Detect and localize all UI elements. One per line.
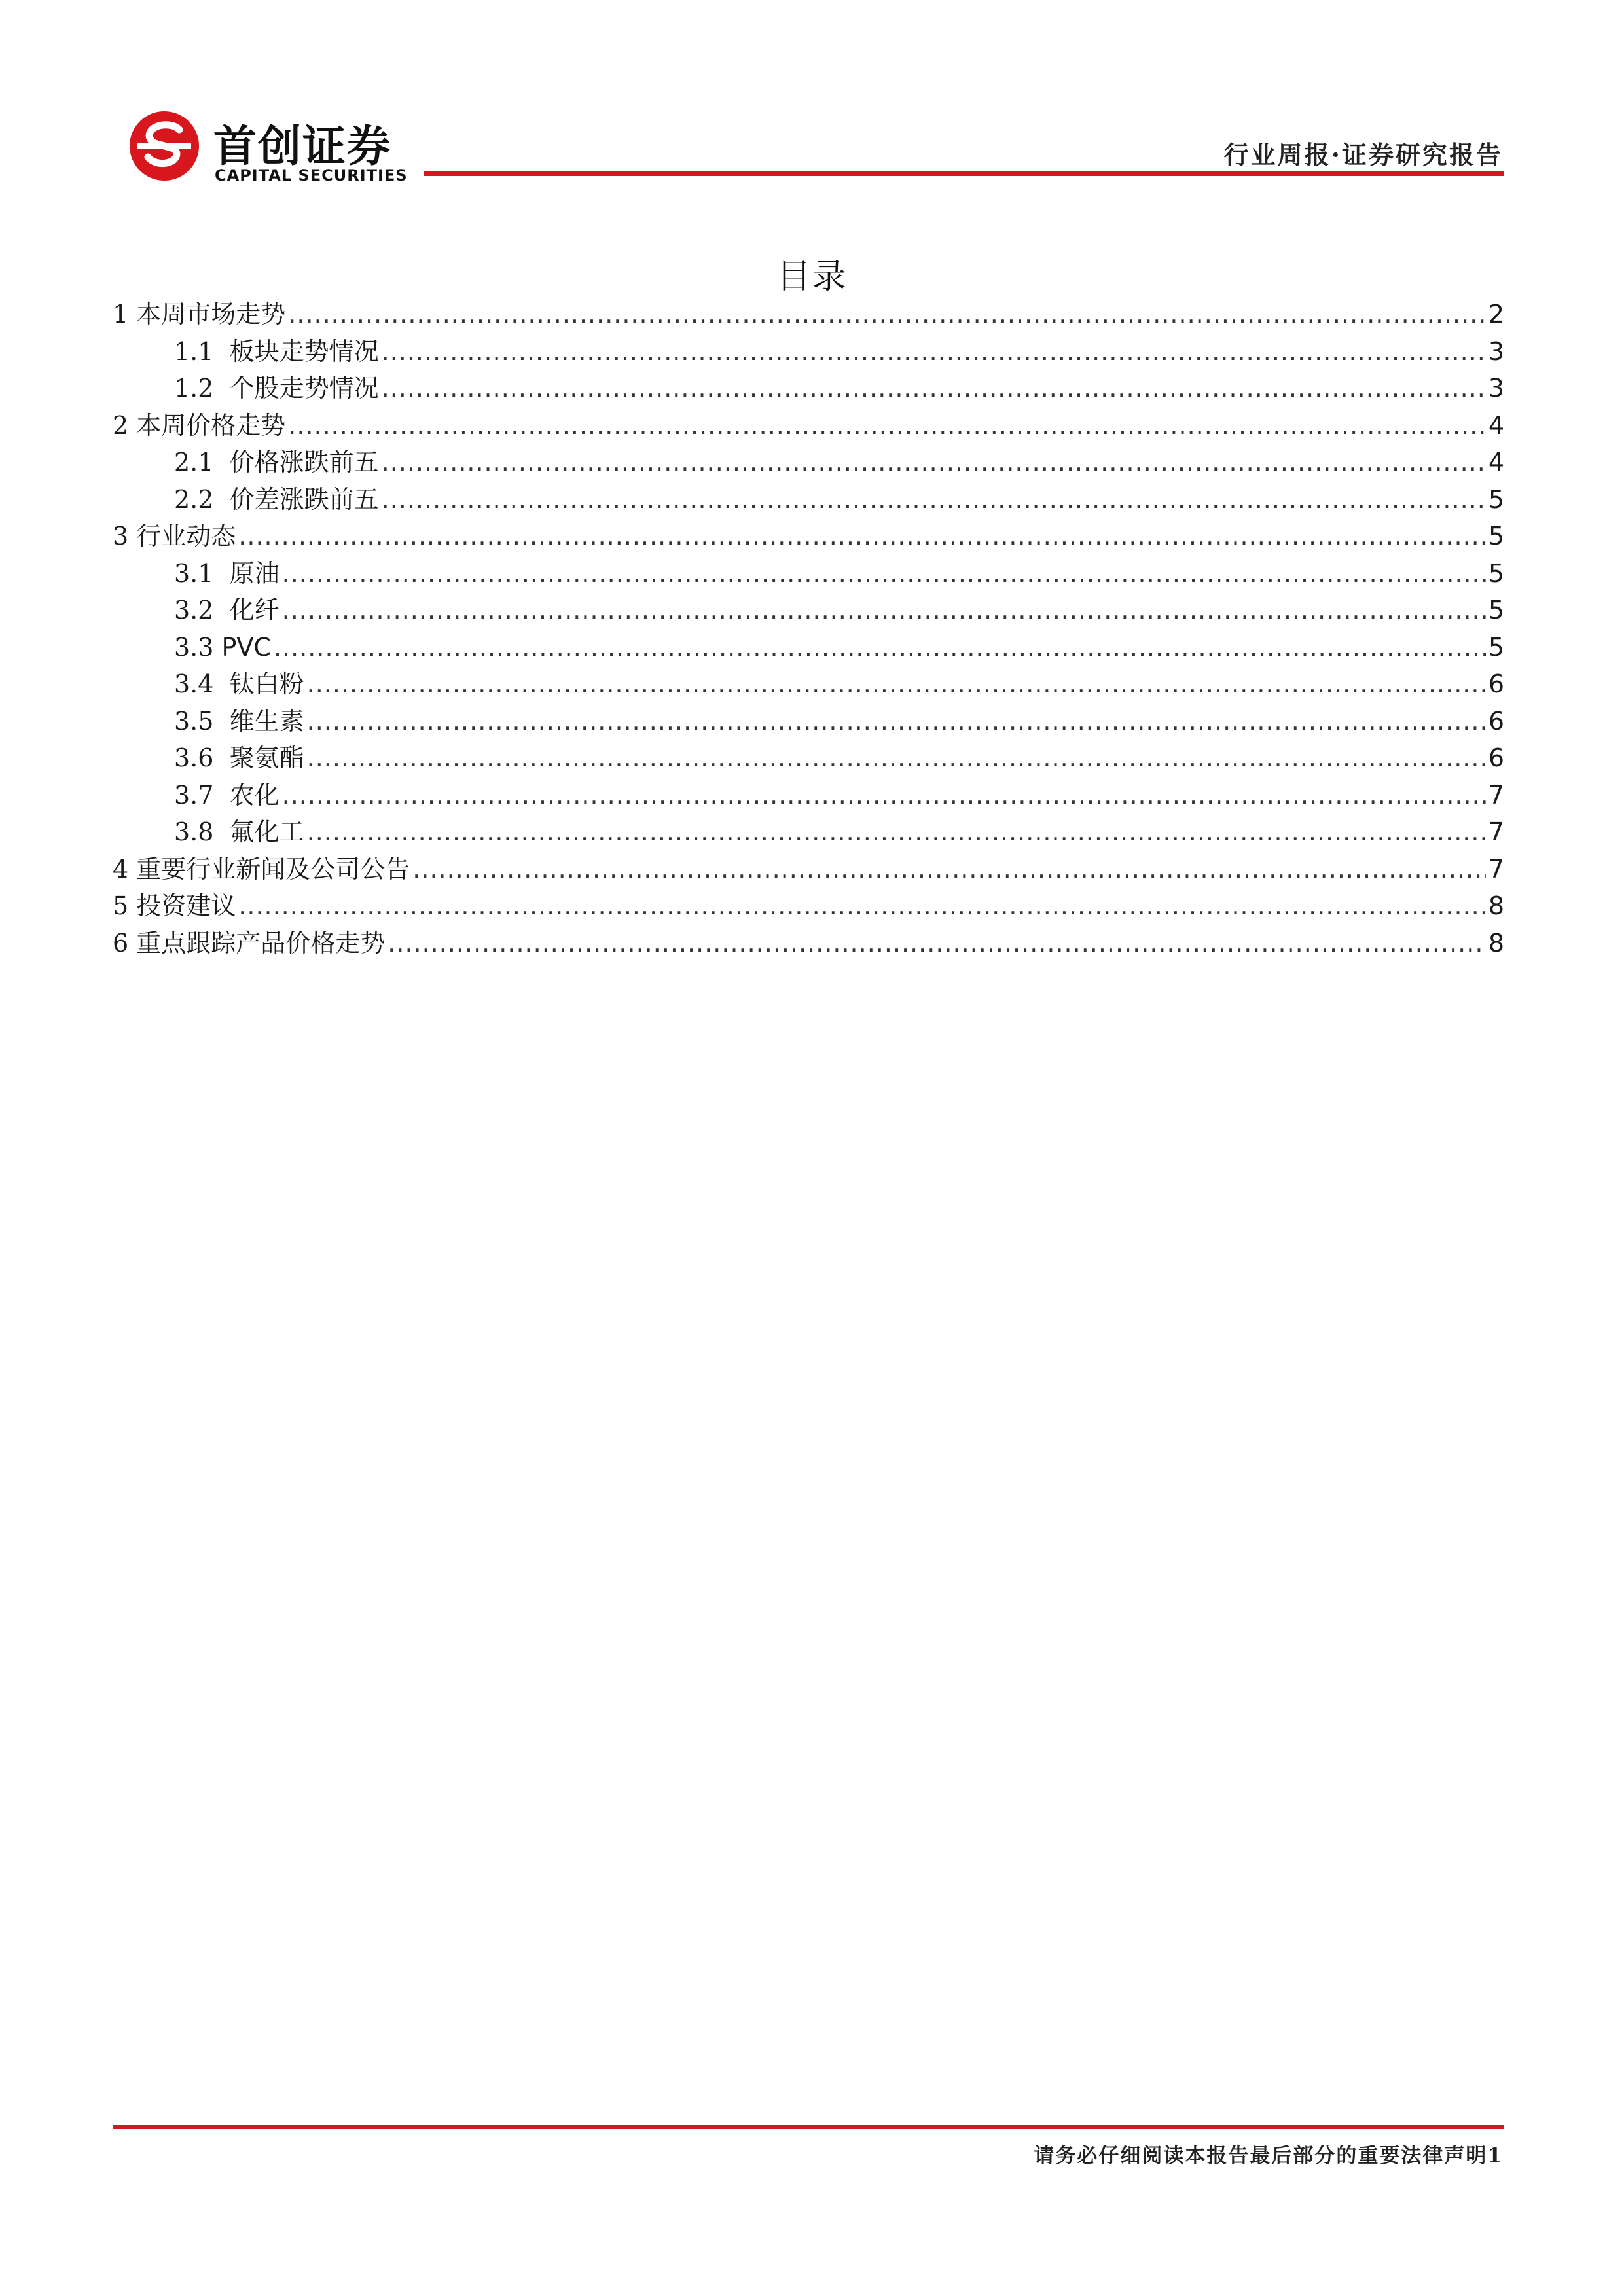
toc-entry-number: 2.2 xyxy=(174,484,230,514)
toc-entry-label: 重点跟踪产品价格走势 xyxy=(136,928,386,958)
footer-divider xyxy=(113,2125,1504,2129)
toc-entry-label: 聚氨酯 xyxy=(229,744,304,772)
toc-entry-2[interactable] xyxy=(113,407,1504,444)
dot-leader xyxy=(238,888,1486,924)
dot-leader xyxy=(288,296,1486,332)
toc-entry-page: 8 xyxy=(1488,891,1504,920)
toc-entry-label: 板块走势情况 xyxy=(229,336,379,366)
toc-entry-number: 3.6 xyxy=(174,744,230,772)
toc-entry-page: 3 xyxy=(1488,336,1504,366)
toc-entry-page: 3 xyxy=(1488,374,1504,403)
toc-entry-page: 5 xyxy=(1488,558,1504,588)
toc-entry-label: 行业动态 xyxy=(136,522,236,550)
dot-leader xyxy=(307,740,1486,776)
dot-leader xyxy=(282,777,1486,814)
legal-disclaimer: 请务必仔细阅读本报告最后部分的重要法律声明 xyxy=(1034,2144,1488,2168)
toc-entry-number: 3.2 xyxy=(174,596,230,624)
toc-entry-label: 原油 xyxy=(229,558,280,588)
toc-entry-label: 价格涨跌前五 xyxy=(229,448,379,476)
dot-leader xyxy=(382,333,1486,370)
toc-entry-2-2[interactable] xyxy=(113,481,1504,518)
table-of-contents xyxy=(113,296,1504,961)
dot-leader xyxy=(307,814,1486,850)
toc-entry-label: 个股走势情况 xyxy=(229,374,379,403)
toc-entry-number: 3.7 xyxy=(174,780,230,810)
dot-leader xyxy=(307,666,1486,702)
toc-entry-page: 5 xyxy=(1488,596,1504,624)
toc-entry-page: 6 xyxy=(1488,706,1504,736)
toc-entry-page: 5 xyxy=(1488,632,1504,662)
toc-entry-label: 化纤 xyxy=(229,596,280,624)
page-header xyxy=(0,0,1624,196)
dot-leader xyxy=(282,592,1486,628)
toc-entry-label: 投资建议 xyxy=(136,891,236,920)
toc-entry-page: 4 xyxy=(1488,448,1504,476)
report-type-label: 行业周报·证券研究报告 xyxy=(1223,140,1503,170)
dot-leader xyxy=(412,851,1486,888)
toc-entry-3-2[interactable] xyxy=(113,592,1504,629)
toc-entry-2-1[interactable] xyxy=(113,444,1504,481)
toc-entry-number: 6 xyxy=(113,928,137,958)
dot-leader xyxy=(307,703,1486,740)
toc-entry-number: 1.1 xyxy=(174,336,230,366)
dot-leader xyxy=(274,629,1486,666)
page-footer xyxy=(1034,2139,1503,2168)
toc-entry-label: 农化 xyxy=(229,780,280,810)
toc-entry-number: 3.3 xyxy=(174,632,222,662)
toc-title: 目录 xyxy=(776,257,848,296)
dot-leader xyxy=(282,555,1486,592)
toc-entry-3-5[interactable] xyxy=(113,703,1504,740)
toc-entry-3[interactable] xyxy=(113,518,1504,555)
toc-entry-page: 5 xyxy=(1488,522,1504,550)
toc-entry-3-7[interactable] xyxy=(113,777,1504,814)
toc-entry-page: 4 xyxy=(1488,410,1504,440)
toc-entry-page: 5 xyxy=(1488,484,1504,514)
dot-leader xyxy=(382,481,1486,518)
toc-entry-label: 钛白粉 xyxy=(229,670,304,698)
toc-entry-page: 7 xyxy=(1488,854,1504,884)
toc-entry-3-1[interactable] xyxy=(113,555,1504,592)
toc-entry-3-4[interactable] xyxy=(113,666,1504,703)
toc-entry-1-2[interactable] xyxy=(113,370,1504,407)
toc-entry-label: PVC xyxy=(221,632,271,662)
toc-entry-3-8[interactable] xyxy=(113,814,1504,851)
toc-entry-number: 2.1 xyxy=(174,448,230,476)
header-divider xyxy=(424,171,1504,176)
toc-entry-number: 3 xyxy=(113,522,137,550)
toc-entry-label: 价差涨跌前五 xyxy=(229,484,379,514)
toc-entry-label: 维生素 xyxy=(229,706,304,736)
toc-entry-1-1[interactable] xyxy=(113,333,1504,370)
dot-leader xyxy=(238,518,1486,554)
toc-entry-page: 8 xyxy=(1488,928,1504,958)
toc-entry-label: 重要行业新闻及公司公告 xyxy=(136,854,410,884)
logo-english-name: CAPITAL SECURITIES xyxy=(215,166,408,185)
toc-entry-page: 7 xyxy=(1488,817,1504,846)
toc-entry-1[interactable] xyxy=(113,296,1504,333)
toc-entry-number: 5 xyxy=(113,891,137,920)
page-number: 1 xyxy=(1487,2144,1503,2168)
toc-entry-6[interactable] xyxy=(113,925,1504,962)
toc-entry-label: 氟化工 xyxy=(229,817,304,846)
dot-leader xyxy=(382,370,1486,406)
toc-entry-number: 2 xyxy=(113,410,137,440)
toc-entry-number: 1.2 xyxy=(174,374,230,403)
toc-entry-3-3[interactable] xyxy=(113,629,1504,666)
toc-entry-number: 3.4 xyxy=(174,670,230,698)
toc-entry-page: 6 xyxy=(1488,670,1504,698)
toc-entry-number: 3.8 xyxy=(174,817,230,846)
toc-entry-label: 本周市场走势 xyxy=(136,300,286,329)
dot-leader xyxy=(288,407,1486,444)
toc-entry-page: 6 xyxy=(1488,744,1504,772)
toc-entry-page: 7 xyxy=(1488,780,1504,810)
toc-entry-number: 4 xyxy=(113,854,137,884)
toc-entry-page: 2 xyxy=(1488,300,1504,329)
logo-chinese-name: 首创证券 xyxy=(213,121,391,171)
toc-entry-4[interactable] xyxy=(113,851,1504,888)
toc-entry-number: 1 xyxy=(113,300,137,329)
dot-leader xyxy=(382,444,1486,480)
toc-entry-3-6[interactable] xyxy=(113,740,1504,777)
toc-entry-number: 3.5 xyxy=(174,706,230,736)
company-logo xyxy=(128,110,469,185)
toc-entry-number: 3.1 xyxy=(174,558,230,588)
capital-securities-logo-icon xyxy=(128,110,200,182)
toc-entry-label: 本周价格走势 xyxy=(136,410,286,440)
dot-leader xyxy=(388,925,1486,961)
toc-entry-5[interactable] xyxy=(113,888,1504,925)
